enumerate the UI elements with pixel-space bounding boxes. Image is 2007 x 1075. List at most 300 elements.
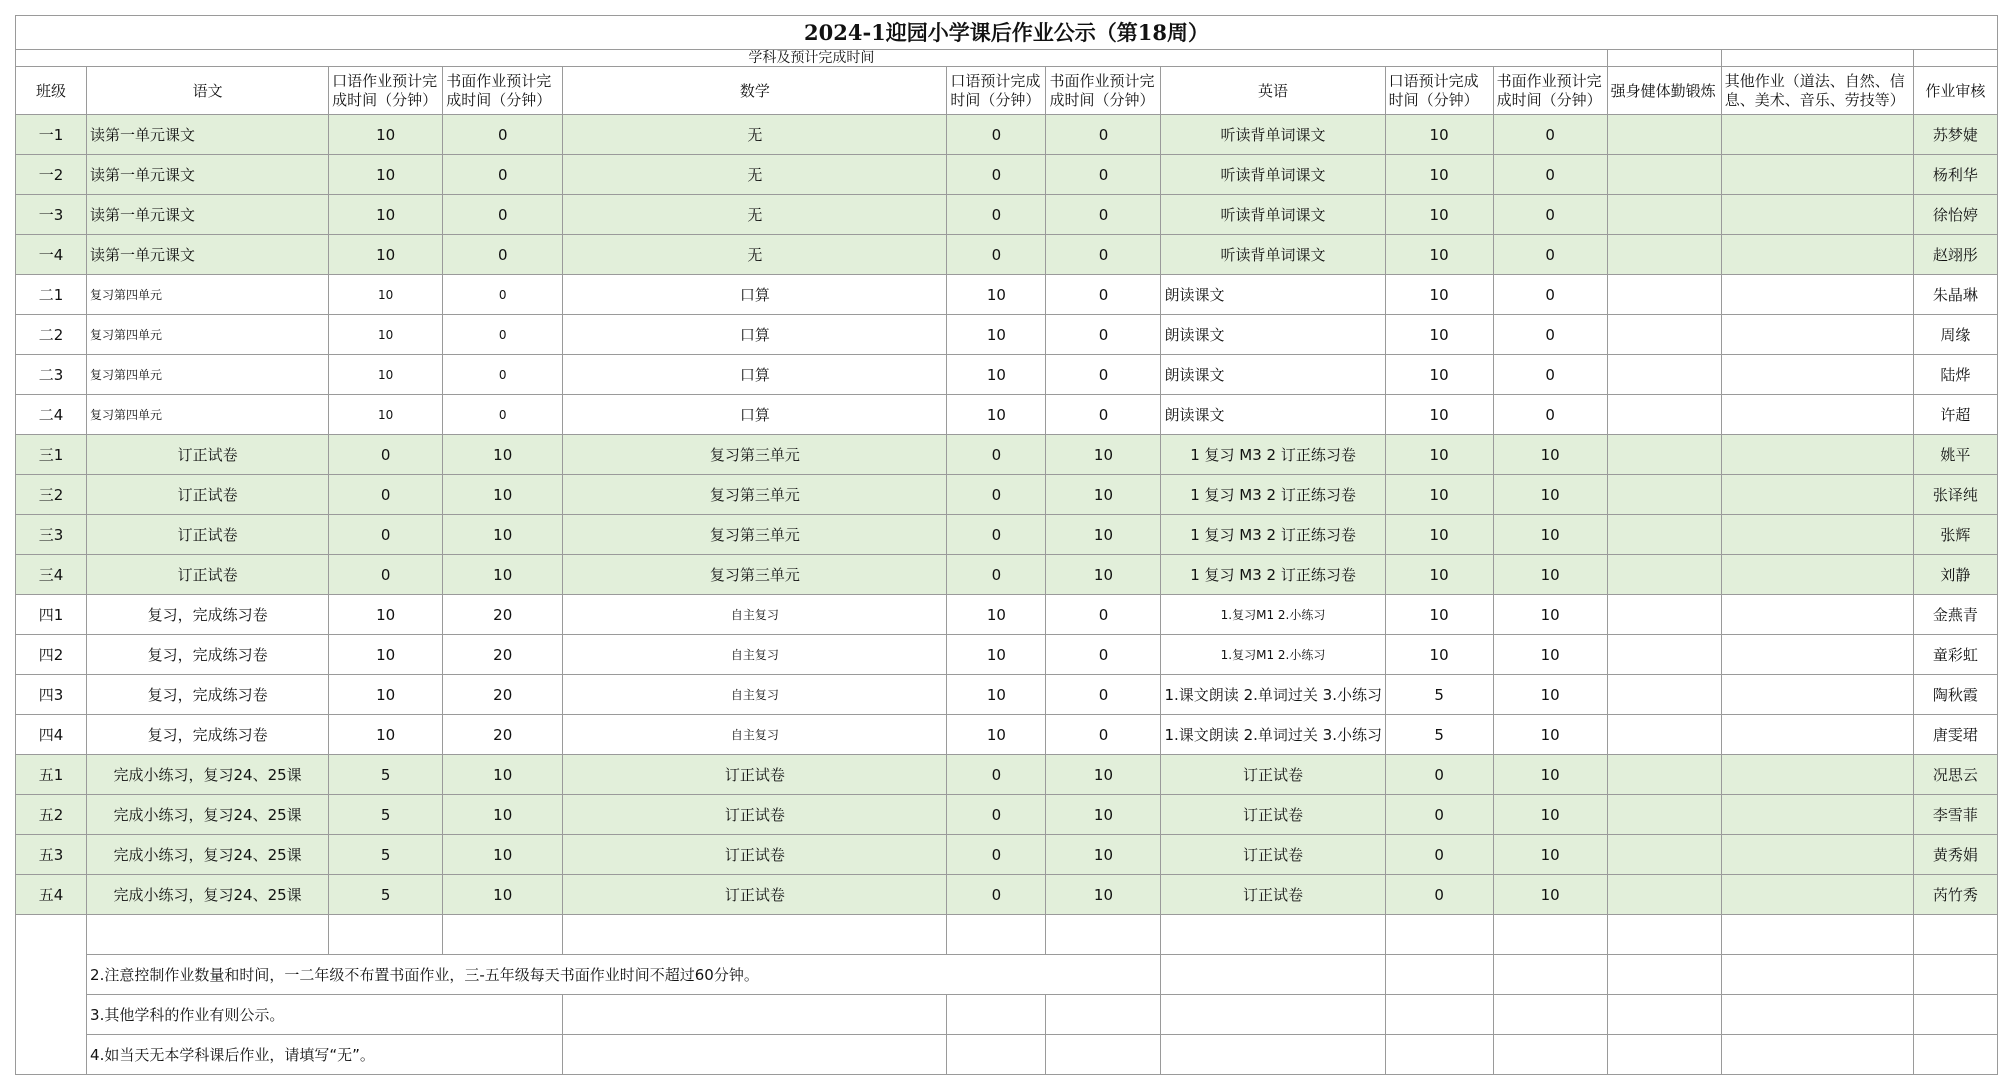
cell-math-oral: 0 xyxy=(947,195,1046,235)
header-row xyxy=(16,67,1998,115)
cell-chinese-oral: 0 xyxy=(329,475,443,515)
cell-reviewer: 许超 xyxy=(1913,395,1997,435)
cell-math: 无 xyxy=(563,235,947,275)
cell-chinese-written: 20 xyxy=(443,675,563,715)
cell-math: 订正试卷 xyxy=(563,795,947,835)
header-chinese: 语文 xyxy=(87,67,329,115)
cell-math: 复习第三单元 xyxy=(563,475,947,515)
cell-exercise xyxy=(1607,155,1721,195)
cell-chinese-oral: 0 xyxy=(329,515,443,555)
cell-math-written: 0 xyxy=(1046,635,1161,675)
cell-english-written: 10 xyxy=(1493,835,1607,875)
cell-chinese-written: 0 xyxy=(443,195,563,235)
cell-english: 订正试卷 xyxy=(1161,795,1385,835)
table-row xyxy=(16,635,1998,675)
header-math-written-time: 书面作业预计完成时间（分钟） xyxy=(1046,67,1161,115)
cell-reviewer: 姚平 xyxy=(1913,435,1997,475)
cell-math-oral: 10 xyxy=(947,275,1046,315)
cell-reviewer: 况思云 xyxy=(1913,755,1997,795)
cell-english-written: 10 xyxy=(1493,675,1607,715)
cell-english: 1 复习 M3 2 订正练习卷 xyxy=(1161,475,1385,515)
cell-math: 自主复习 xyxy=(563,595,947,635)
cell-reviewer: 朱晶琳 xyxy=(1913,275,1997,315)
cell-math-written: 10 xyxy=(1046,875,1161,915)
cell-chinese: 订正试卷 xyxy=(87,555,329,595)
cell-chinese: 读第一单元课文 xyxy=(87,235,329,275)
cell-chinese: 完成小练习，复习24、25课 xyxy=(87,835,329,875)
cell-class: 三4 xyxy=(16,555,87,595)
cell-other xyxy=(1721,315,1913,355)
cell-reviewer: 张译纯 xyxy=(1913,475,1997,515)
cell-chinese: 复习，完成练习卷 xyxy=(87,715,329,755)
cell-exercise xyxy=(1607,635,1721,675)
cell-chinese: 订正试卷 xyxy=(87,475,329,515)
cell-chinese-written: 10 xyxy=(443,555,563,595)
cell-math-written: 10 xyxy=(1046,835,1161,875)
cell-class: 一3 xyxy=(16,195,87,235)
cell-other xyxy=(1721,715,1913,755)
table-row xyxy=(16,435,1998,475)
cell-exercise xyxy=(1607,555,1721,595)
cell-chinese: 订正试卷 xyxy=(87,435,329,475)
cell-english: 1 复习 M3 2 订正练习卷 xyxy=(1161,555,1385,595)
cell-other xyxy=(1721,355,1913,395)
cell-other xyxy=(1721,435,1913,475)
subtitle: 学科及预计完成时间 xyxy=(16,50,1608,67)
cell-class: 四4 xyxy=(16,715,87,755)
cell-math-written: 0 xyxy=(1046,155,1161,195)
cell-english-written: 10 xyxy=(1493,875,1607,915)
cell-class: 五4 xyxy=(16,875,87,915)
cell-chinese-written: 10 xyxy=(443,475,563,515)
cell-english-written: 10 xyxy=(1493,515,1607,555)
blank-row xyxy=(16,915,1998,955)
cell-chinese-written: 0 xyxy=(443,355,563,395)
cell-reviewer: 童彩虹 xyxy=(1913,635,1997,675)
cell-other xyxy=(1721,155,1913,195)
note-row xyxy=(16,1035,1998,1075)
cell-math-oral: 0 xyxy=(947,475,1046,515)
cell-chinese: 复习第四单元 xyxy=(87,315,329,355)
header-english: 英语 xyxy=(1161,67,1385,115)
cell-chinese-oral: 0 xyxy=(329,435,443,475)
cell-chinese-oral: 10 xyxy=(329,155,443,195)
cell-math-written: 0 xyxy=(1046,235,1161,275)
cell-math-written: 0 xyxy=(1046,115,1161,155)
cell-chinese-oral: 10 xyxy=(329,275,443,315)
cell-math-oral: 0 xyxy=(947,155,1046,195)
table-row xyxy=(16,755,1998,795)
cell-chinese-oral: 10 xyxy=(329,355,443,395)
cell-reviewer: 陶秋霞 xyxy=(1913,675,1997,715)
cell-math-written: 10 xyxy=(1046,435,1161,475)
cell-math: 口算 xyxy=(563,315,947,355)
cell-english-oral: 10 xyxy=(1385,555,1493,595)
cell-class: 三1 xyxy=(16,435,87,475)
cell-chinese-written: 0 xyxy=(443,155,563,195)
table-row xyxy=(16,355,1998,395)
cell-other xyxy=(1721,755,1913,795)
cell-exercise xyxy=(1607,715,1721,755)
cell-reviewer: 徐怡婷 xyxy=(1913,195,1997,235)
cell-reviewer: 金燕青 xyxy=(1913,595,1997,635)
cell-chinese: 复习第四单元 xyxy=(87,395,329,435)
cell-other xyxy=(1721,515,1913,555)
cell-class: 一2 xyxy=(16,155,87,195)
cell-math: 口算 xyxy=(563,275,947,315)
cell-english-written: 10 xyxy=(1493,755,1607,795)
cell-exercise xyxy=(1607,355,1721,395)
cell-english-written: 0 xyxy=(1493,395,1607,435)
cell-reviewer: 周缘 xyxy=(1913,315,1997,355)
cell-chinese-oral: 10 xyxy=(329,675,443,715)
header-other-homework: 其他作业（道法、自然、信息、美术、音乐、劳技等） xyxy=(1721,67,1913,115)
cell-math-oral: 10 xyxy=(947,315,1046,355)
cell-math-oral: 10 xyxy=(947,635,1046,675)
cell-chinese-written: 0 xyxy=(443,395,563,435)
table-row xyxy=(16,155,1998,195)
cell-chinese-oral: 5 xyxy=(329,875,443,915)
homework-table xyxy=(15,15,1998,1075)
cell-other xyxy=(1721,275,1913,315)
table-row xyxy=(16,595,1998,635)
cell-reviewer: 李雪菲 xyxy=(1913,795,1997,835)
cell-exercise xyxy=(1607,835,1721,875)
cell-other xyxy=(1721,235,1913,275)
cell-english-oral: 0 xyxy=(1385,835,1493,875)
cell-math-oral: 0 xyxy=(947,435,1046,475)
cell-class: 五2 xyxy=(16,795,87,835)
cell-chinese: 复习，完成练习卷 xyxy=(87,675,329,715)
cell-english-oral: 0 xyxy=(1385,755,1493,795)
cell-math: 口算 xyxy=(563,395,947,435)
cell-chinese: 完成小练习，复习24、25课 xyxy=(87,875,329,915)
cell-chinese-written: 0 xyxy=(443,115,563,155)
cell-class: 二3 xyxy=(16,355,87,395)
cell-chinese: 读第一单元课文 xyxy=(87,155,329,195)
cell-other xyxy=(1721,115,1913,155)
cell-english: 1 复习 M3 2 订正练习卷 xyxy=(1161,515,1385,555)
cell-class: 二2 xyxy=(16,315,87,355)
cell-english: 听读背单词课文 xyxy=(1161,115,1385,155)
table-row xyxy=(16,835,1998,875)
cell-exercise xyxy=(1607,755,1721,795)
cell-math-oral: 10 xyxy=(947,395,1046,435)
cell-math-written: 10 xyxy=(1046,515,1161,555)
cell-math: 自主复习 xyxy=(563,715,947,755)
cell-other xyxy=(1721,795,1913,835)
cell-english: 订正试卷 xyxy=(1161,875,1385,915)
cell-exercise xyxy=(1607,435,1721,475)
cell-chinese-written: 10 xyxy=(443,875,563,915)
cell-other xyxy=(1721,595,1913,635)
table-row xyxy=(16,395,1998,435)
cell-chinese-oral: 10 xyxy=(329,235,443,275)
cell-other xyxy=(1721,195,1913,235)
cell-math-oral: 10 xyxy=(947,675,1046,715)
header-chinese-written-time: 书面作业预计完成时间（分钟） xyxy=(443,67,563,115)
cell-other xyxy=(1721,635,1913,675)
cell-english: 听读背单词课文 xyxy=(1161,235,1385,275)
cell-chinese-written: 10 xyxy=(443,835,563,875)
cell-reviewer: 杨利华 xyxy=(1913,155,1997,195)
cell-chinese-oral: 10 xyxy=(329,635,443,675)
header-math-oral-time: 口语预计完成时间（分钟） xyxy=(947,67,1046,115)
cell-exercise xyxy=(1607,275,1721,315)
cell-chinese: 读第一单元课文 xyxy=(87,195,329,235)
cell-english-oral: 10 xyxy=(1385,315,1493,355)
cell-math-oral: 10 xyxy=(947,355,1046,395)
cell-exercise xyxy=(1607,235,1721,275)
cell-class: 二1 xyxy=(16,275,87,315)
cell-chinese-oral: 5 xyxy=(329,755,443,795)
note-text: 4.如当天无本学科课后作业，请填写“无”。 xyxy=(87,1035,563,1075)
table-row xyxy=(16,475,1998,515)
cell-english-written: 0 xyxy=(1493,195,1607,235)
cell-math-oral: 10 xyxy=(947,715,1046,755)
cell-math: 订正试卷 xyxy=(563,755,947,795)
cell-math-oral: 10 xyxy=(947,595,1046,635)
cell-other xyxy=(1721,875,1913,915)
note-text: 3.其他学科的作业有则公示。 xyxy=(87,995,563,1035)
cell-math: 无 xyxy=(563,155,947,195)
cell-math-written: 0 xyxy=(1046,675,1161,715)
cell-math-written: 0 xyxy=(1046,355,1161,395)
table-row xyxy=(16,875,1998,915)
cell-english: 1.复习M1 2.小练习 xyxy=(1161,595,1385,635)
cell-english-written: 10 xyxy=(1493,595,1607,635)
cell-math-written: 0 xyxy=(1046,195,1161,235)
cell-class: 一4 xyxy=(16,235,87,275)
cell-english-oral: 5 xyxy=(1385,675,1493,715)
cell-english: 朗读课文 xyxy=(1161,275,1385,315)
cell-english-oral: 10 xyxy=(1385,635,1493,675)
cell-chinese-oral: 10 xyxy=(329,315,443,355)
page-title: 2024-1迎园小学课后作业公示（第18周） xyxy=(16,16,1998,50)
cell-english: 1.课文朗读 2.单词过关 3.小练习 xyxy=(1161,715,1385,755)
cell-class: 一1 xyxy=(16,115,87,155)
cell-math: 自主复习 xyxy=(563,635,947,675)
cell-english-oral: 10 xyxy=(1385,115,1493,155)
cell-english-oral: 0 xyxy=(1385,795,1493,835)
cell-chinese: 读第一单元课文 xyxy=(87,115,329,155)
cell-class: 二4 xyxy=(16,395,87,435)
note-text: 2.注意控制作业数量和时间，一二年级不布置书面作业，三-五年级每天书面作业时间不超过60分钟。 xyxy=(87,955,1161,995)
cell-exercise xyxy=(1607,875,1721,915)
cell-class: 五1 xyxy=(16,755,87,795)
cell-math-oral: 0 xyxy=(947,115,1046,155)
cell-reviewer: 赵翊彤 xyxy=(1913,235,1997,275)
cell-chinese: 订正试卷 xyxy=(87,515,329,555)
cell-math-written: 10 xyxy=(1046,475,1161,515)
cell-english-written: 0 xyxy=(1493,155,1607,195)
cell-english-written: 10 xyxy=(1493,715,1607,755)
cell-chinese-written: 10 xyxy=(443,435,563,475)
note-row xyxy=(16,995,1998,1035)
cell-exercise xyxy=(1607,115,1721,155)
cell-english-oral: 10 xyxy=(1385,155,1493,195)
title-row xyxy=(16,16,1998,50)
cell-english-written: 0 xyxy=(1493,355,1607,395)
cell-chinese: 完成小练习，复习24、25课 xyxy=(87,755,329,795)
cell-english: 订正试卷 xyxy=(1161,755,1385,795)
table-row xyxy=(16,795,1998,835)
cell-english-written: 10 xyxy=(1493,795,1607,835)
cell-exercise xyxy=(1607,795,1721,835)
cell-exercise xyxy=(1607,195,1721,235)
cell-other xyxy=(1721,475,1913,515)
cell-chinese-oral: 0 xyxy=(329,555,443,595)
cell-reviewer: 芮竹秀 xyxy=(1913,875,1997,915)
table-row xyxy=(16,235,1998,275)
cell-english-oral: 10 xyxy=(1385,195,1493,235)
cell-chinese-written: 10 xyxy=(443,795,563,835)
cell-reviewer: 黄秀娟 xyxy=(1913,835,1997,875)
cell-reviewer: 唐雯珺 xyxy=(1913,715,1997,755)
cell-math: 复习第三单元 xyxy=(563,555,947,595)
cell-english-oral: 10 xyxy=(1385,475,1493,515)
cell-chinese-written: 20 xyxy=(443,595,563,635)
cell-chinese: 完成小练习，复习24、25课 xyxy=(87,795,329,835)
cell-english: 订正试卷 xyxy=(1161,835,1385,875)
cell-math-oral: 0 xyxy=(947,755,1046,795)
table-row xyxy=(16,115,1998,155)
cell-exercise xyxy=(1607,675,1721,715)
table-row xyxy=(16,715,1998,755)
cell-english-written: 0 xyxy=(1493,235,1607,275)
cell-chinese-written: 20 xyxy=(443,715,563,755)
cell-math: 复习第三单元 xyxy=(563,515,947,555)
table-row xyxy=(16,675,1998,715)
cell-english-written: 10 xyxy=(1493,475,1607,515)
cell-math-written: 0 xyxy=(1046,275,1161,315)
cell-class: 三3 xyxy=(16,515,87,555)
cell-math: 无 xyxy=(563,195,947,235)
cell-class: 四1 xyxy=(16,595,87,635)
cell-class: 四2 xyxy=(16,635,87,675)
header-english-oral-time: 口语预计完成时间（分钟） xyxy=(1385,67,1493,115)
cell-math-written: 0 xyxy=(1046,595,1161,635)
cell-chinese-written: 0 xyxy=(443,275,563,315)
cell-math-written: 0 xyxy=(1046,395,1161,435)
cell-other xyxy=(1721,395,1913,435)
subtitle-row xyxy=(16,50,1998,67)
cell-english-oral: 10 xyxy=(1385,435,1493,475)
table-row xyxy=(16,555,1998,595)
cell-reviewer: 张辉 xyxy=(1913,515,1997,555)
cell-chinese-oral: 10 xyxy=(329,715,443,755)
cell-chinese-oral: 10 xyxy=(329,595,443,635)
cell-english-written: 0 xyxy=(1493,115,1607,155)
cell-chinese-written: 20 xyxy=(443,635,563,675)
cell-math-oral: 0 xyxy=(947,515,1046,555)
table-row xyxy=(16,195,1998,235)
cell-reviewer: 刘静 xyxy=(1913,555,1997,595)
cell-english-written: 10 xyxy=(1493,435,1607,475)
cell-math: 口算 xyxy=(563,355,947,395)
cell-math: 订正试卷 xyxy=(563,875,947,915)
cell-math: 复习第三单元 xyxy=(563,435,947,475)
header-english-written-time: 书面作业预计完成时间（分钟） xyxy=(1493,67,1607,115)
cell-english: 听读背单词课文 xyxy=(1161,155,1385,195)
cell-class: 四3 xyxy=(16,675,87,715)
cell-english-oral: 10 xyxy=(1385,235,1493,275)
cell-english-oral: 10 xyxy=(1385,275,1493,315)
cell-english-written: 10 xyxy=(1493,555,1607,595)
cell-class: 三2 xyxy=(16,475,87,515)
cell-english: 1.复习M1 2.小练习 xyxy=(1161,635,1385,675)
cell-chinese-written: 0 xyxy=(443,315,563,355)
note-row xyxy=(16,955,1998,995)
cell-english-oral: 5 xyxy=(1385,715,1493,755)
cell-chinese-written: 0 xyxy=(443,235,563,275)
cell-chinese-oral: 5 xyxy=(329,795,443,835)
table-row xyxy=(16,315,1998,355)
cell-chinese-written: 10 xyxy=(443,515,563,555)
cell-class: 五3 xyxy=(16,835,87,875)
cell-exercise xyxy=(1607,595,1721,635)
cell-math-oral: 0 xyxy=(947,235,1046,275)
cell-math-written: 10 xyxy=(1046,555,1161,595)
cell-chinese-oral: 10 xyxy=(329,115,443,155)
cell-other xyxy=(1721,835,1913,875)
header-math: 数学 xyxy=(563,67,947,115)
header-reviewer: 作业审核 xyxy=(1913,67,1997,115)
cell-math: 无 xyxy=(563,115,947,155)
cell-exercise xyxy=(1607,395,1721,435)
cell-english-oral: 10 xyxy=(1385,595,1493,635)
cell-chinese-oral: 5 xyxy=(329,835,443,875)
cell-math-oral: 0 xyxy=(947,835,1046,875)
cell-chinese: 复习第四单元 xyxy=(87,275,329,315)
cell-chinese-oral: 10 xyxy=(329,195,443,235)
cell-english: 听读背单词课文 xyxy=(1161,195,1385,235)
header-class: 班级 xyxy=(16,67,87,115)
cell-chinese: 复习，完成练习卷 xyxy=(87,635,329,675)
cell-math-written: 0 xyxy=(1046,715,1161,755)
cell-math-oral: 0 xyxy=(947,555,1046,595)
cell-chinese: 复习第四单元 xyxy=(87,355,329,395)
cell-english: 朗读课文 xyxy=(1161,315,1385,355)
cell-english: 1.课文朗读 2.单词过关 3.小练习 xyxy=(1161,675,1385,715)
cell-math-oral: 0 xyxy=(947,795,1046,835)
header-exercise: 强身健体勤锻炼 xyxy=(1607,67,1721,115)
cell-english-oral: 10 xyxy=(1385,395,1493,435)
cell-chinese: 复习，完成练习卷 xyxy=(87,595,329,635)
cell-exercise xyxy=(1607,475,1721,515)
cell-english-written: 0 xyxy=(1493,315,1607,355)
cell-english: 朗读课文 xyxy=(1161,355,1385,395)
header-chinese-oral-time: 口语作业预计完成时间（分钟） xyxy=(329,67,443,115)
cell-chinese-oral: 10 xyxy=(329,395,443,435)
table-row xyxy=(16,515,1998,555)
cell-english-oral: 10 xyxy=(1385,515,1493,555)
cell-other xyxy=(1721,555,1913,595)
cell-other xyxy=(1721,675,1913,715)
cell-english: 朗读课文 xyxy=(1161,395,1385,435)
cell-reviewer: 陆烨 xyxy=(1913,355,1997,395)
cell-math-written: 0 xyxy=(1046,315,1161,355)
cell-english-written: 10 xyxy=(1493,635,1607,675)
table-row xyxy=(16,275,1998,315)
cell-math-written: 10 xyxy=(1046,795,1161,835)
cell-math-written: 10 xyxy=(1046,755,1161,795)
cell-chinese-written: 10 xyxy=(443,755,563,795)
cell-english-oral: 10 xyxy=(1385,355,1493,395)
cell-math: 自主复习 xyxy=(563,675,947,715)
cell-math-oral: 0 xyxy=(947,875,1046,915)
cell-reviewer: 苏梦婕 xyxy=(1913,115,1997,155)
